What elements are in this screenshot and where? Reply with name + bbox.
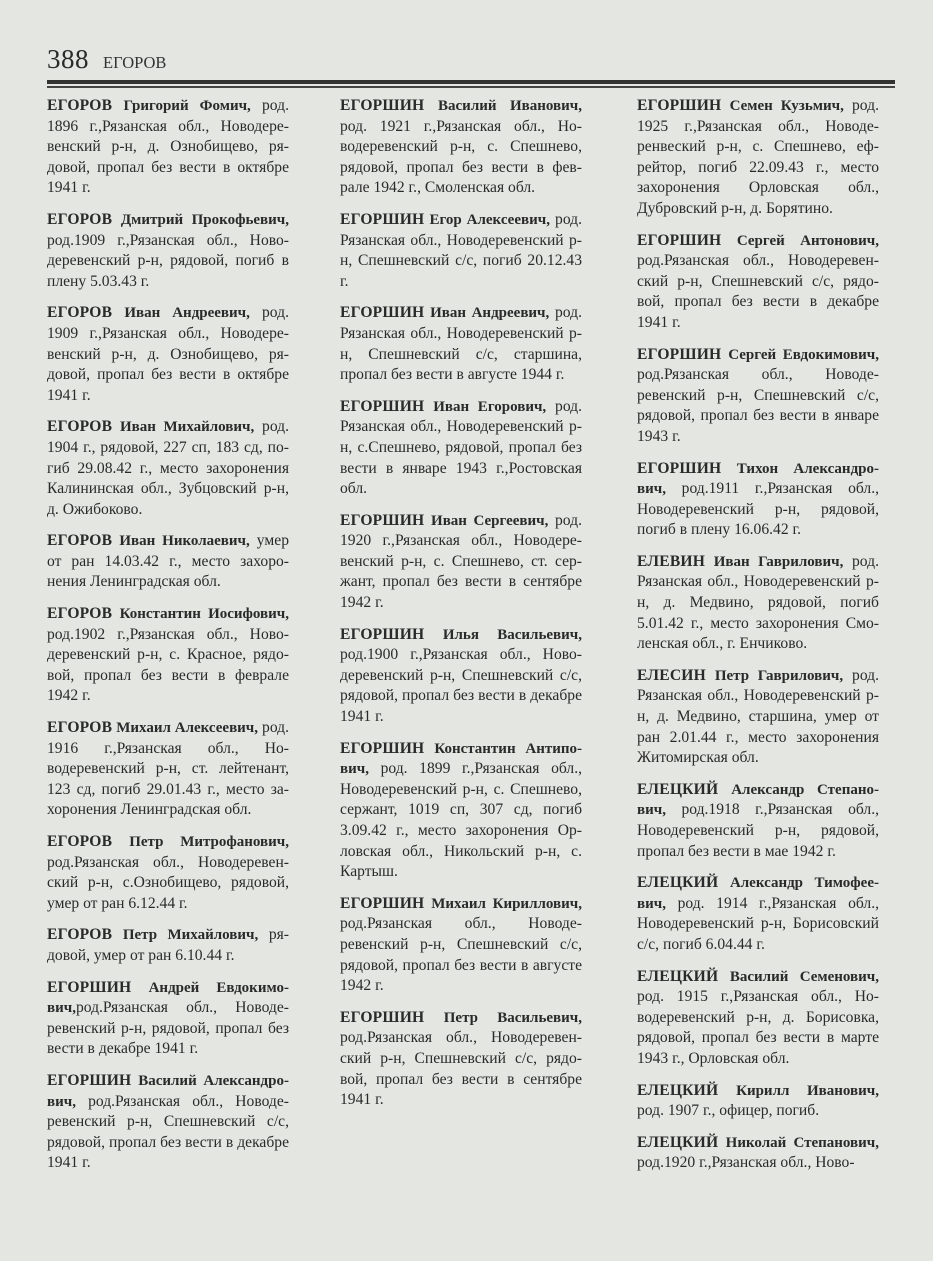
biography-entry bbox=[47, 925, 289, 966]
entry-surname: ЕГОРШИН bbox=[340, 894, 425, 912]
entry-given-name: Кирилл Иванович, bbox=[736, 1082, 879, 1099]
entry-surname: ЕГОРШИН bbox=[340, 97, 425, 114]
entry-surname: ЕГОРШИН bbox=[47, 978, 132, 996]
entry-text: род. 1925 г.,Рязанская обл., Новодеренвеский р-н, с. Спешнево, ефрейтор, погиб 22.09.43 г., место захоронения Орловская обл., Дубровский р-н, д. Борятино. bbox=[637, 97, 879, 217]
entry-text: род.1902 г.,Рязанская обл., Новодеревенский р-н, с. Красное, рядовой, пропал без вести в феврале 1942 г. bbox=[47, 625, 289, 705]
entry-given-name: Петр Васильевич, bbox=[443, 1009, 582, 1026]
entry-surname: ЕГОРШИН bbox=[340, 304, 425, 322]
entry-surname: ЕГОРШИН bbox=[637, 459, 722, 477]
entry-text: род.Рязанская обл., Новодеревенский р-н, Спешневский с/с, рядовой, пропал без вести в декабре 1941 г. bbox=[47, 1092, 289, 1172]
entry-given-name: Иван Андреевич, bbox=[124, 305, 250, 322]
entry-surname: ЕЛЕЦКИЙ bbox=[637, 1133, 719, 1151]
biography-entry bbox=[340, 625, 582, 728]
entry-given-name: Петр Гаврилович, bbox=[714, 667, 844, 684]
entry-surname: ЕГОРШИН bbox=[340, 739, 425, 757]
entry-given-name: Иван Николаевич, bbox=[119, 533, 250, 550]
entry-text: род. 1920 г.,Рязанская обл., Новодеревенский р-н, с. Спешнево, ст. сержант, пропал без вести в сентябре 1942 г. bbox=[340, 511, 582, 612]
entry-given-name: Тихон Александрович, bbox=[637, 460, 879, 498]
biography-entry bbox=[637, 552, 879, 655]
entry-text: род. 1916 г.,Рязанская обл., Новодеревенский р-н, ст. лейтенант, 123 сд, погиб 29.01.43 г., место захоронения Ленинградская обл. bbox=[47, 719, 289, 819]
entry-given-name: Иван Гаврилович, bbox=[713, 553, 844, 570]
biography-entry bbox=[637, 96, 879, 220]
biography-entry bbox=[47, 417, 289, 520]
entry-given-name: Иван Михайлович, bbox=[120, 419, 255, 436]
entry-text: род. 1915 г.,Рязанская обл., Новодеревенский р-н, д. Борисовка, рядовой, пропал без вести в марте 1943 г., Орловская обл. bbox=[637, 988, 879, 1067]
entry-surname: ЕГОРОВ bbox=[47, 532, 113, 550]
entry-surname: ЕГОРОВ bbox=[47, 926, 113, 944]
entry-surname: ЕЛЕВИН bbox=[637, 552, 706, 570]
entry-given-name: Семен Кузьмич, bbox=[729, 98, 844, 114]
header-rule-thin bbox=[47, 86, 895, 88]
entry-given-name: Александр Тимофеевич, bbox=[637, 875, 879, 912]
page-header bbox=[47, 44, 166, 75]
entry-surname: ЕГОРШИН bbox=[637, 97, 722, 114]
biography-entry bbox=[47, 718, 289, 821]
entry-given-name: Иван Андреевич, bbox=[430, 305, 550, 322]
entry-text: род. Рязанская обл., Новодеревенский р-н, д. Медвино, старшина, умер от ран 2.01.44 г., место захоронения Житомирская обл. bbox=[637, 666, 879, 767]
biography-entry bbox=[47, 978, 289, 1060]
biography-entry bbox=[47, 210, 289, 292]
entry-text: род.1909 г.,Рязанская обл., Новодеревенский р-н, рядовой, погиб в плену 5.03.43 г. bbox=[47, 231, 289, 290]
entry-surname: ЕЛЕЦКИЙ bbox=[637, 780, 719, 798]
entry-surname: ЕГОРОВ bbox=[47, 210, 113, 228]
entry-text: род.1920 г.,Рязанская обл., Ново- bbox=[637, 1154, 855, 1172]
biography-entry bbox=[637, 873, 879, 955]
entry-text: род.1911 г.,Рязанская обл., Новодеревенский р-н, рядовой, погиб в плену 16.06.42 г. bbox=[637, 480, 879, 539]
entry-text: род.Рязанская обл., Новодеревенский р-н, Спешневский с/с, рядовой, пропал без вести в сентябре 1941 г. bbox=[340, 1029, 582, 1109]
entry-given-name: Дмитрий Прокофьевич, bbox=[120, 211, 289, 228]
entry-text: род. 1914 г.,Рязанская обл., Новодеревенский р-н, Борисовский с/с, погиб 6.04.44 г. bbox=[637, 894, 879, 953]
entry-text: род.Рязанская обл., Новодеревенский р-н, с.Ознобищево, рядовой, умер от ран 6.12.44 г. bbox=[47, 853, 289, 912]
entry-given-name: Илья Васильевич, bbox=[442, 626, 582, 643]
biography-entry bbox=[637, 231, 879, 334]
entry-given-name: Андрей Евдокимович, bbox=[47, 979, 289, 1017]
entry-text: род. 1907 г., офицер, погиб. bbox=[637, 1102, 820, 1120]
entry-surname: ЕЛЕСИН bbox=[637, 666, 706, 684]
entry-surname: ЕГОРОВ bbox=[47, 97, 113, 114]
entry-text: род.1900 г.,Рязанская обл., Новодеревенский р-н, Спешневский с/с, рядовой, пропал без вести в декабре 1941 г. bbox=[340, 646, 582, 726]
entry-surname: ЕГОРШИН bbox=[340, 511, 425, 529]
entry-surname: ЕГОРШИН bbox=[340, 397, 425, 415]
biography-entry bbox=[340, 210, 582, 292]
biography-entry bbox=[637, 780, 879, 862]
entry-given-name: Григорий Фомич, bbox=[123, 98, 251, 114]
entry-text: род. Рязанская обл., Новодеревенский р-н, Спешневский с/с, старшина, пропал без вести в августе 1944 г. bbox=[340, 304, 582, 384]
entry-given-name: Иван Егорович, bbox=[433, 398, 547, 415]
entry-given-name: Иван Сергеевич, bbox=[431, 512, 549, 529]
entry-text: род. 1921 г.,Рязанская обл., Новодеревенский р-н, с. Спешнево, рядовой, пропал без вести в феврале 1942 г., Смоленская обл. bbox=[340, 117, 582, 197]
entry-surname: ЕГОРОВ bbox=[47, 304, 113, 322]
biography-entry bbox=[637, 666, 879, 769]
entry-given-name: Константин Иосифович, bbox=[119, 606, 289, 623]
entry-text: род. 1909 г.,Рязанская обл., Новодеревенский р-н, д. Ознобищево, рядовой, пропал без вести в октябре 1941 г. bbox=[47, 304, 289, 404]
entry-text: род.Рязанская обл., Новодеревенский р-н, Спешневский с/с, рядовой, пропал без вести в декабре 1941 г. bbox=[637, 252, 879, 331]
entry-text: род. 1904 г., рядовой, 227 сп, 183 сд, погиб 29.08.42 г., место захоронения Калининская обл., Зубцовский р-н, д. Ожибоково. bbox=[47, 418, 289, 518]
entry-given-name: Василий Семенович, bbox=[729, 968, 879, 985]
biography-entry bbox=[340, 397, 582, 500]
column-1 bbox=[47, 96, 289, 1185]
entry-text: род. Рязанская обл., Новодеревенский р-н, д. Медвино, рядовой, погиб 5.01.42 г., место захоронения Смоленская обл., г. Енчиково. bbox=[637, 552, 879, 653]
biography-entry bbox=[47, 1071, 289, 1174]
entry-given-name: Сергей Евдокимович, bbox=[728, 346, 879, 363]
entry-given-name: Петр Михайлович, bbox=[122, 927, 259, 944]
entry-given-name: Егор Алексеевич, bbox=[429, 211, 550, 228]
column-3 bbox=[637, 96, 879, 1185]
entry-text: род.Рязанская обл., Новодеревенский р-н, Спешневский с/с, рядовой, пропал без вести в январе 1943 г. bbox=[637, 366, 879, 445]
column-2 bbox=[340, 96, 582, 1122]
entry-surname: ЕГОРШИН bbox=[340, 625, 425, 643]
entry-text: род.Рязанская обл., Новодеревенский р-н, рядовой, пропал без вести в декабре 1941 г. bbox=[47, 999, 289, 1058]
running-head: ЕГОРОВ bbox=[103, 53, 167, 72]
entry-given-name: Василий Иванович, bbox=[438, 98, 582, 114]
biography-entry bbox=[637, 1081, 879, 1122]
biography-entry bbox=[340, 894, 582, 997]
biography-entry bbox=[340, 96, 582, 199]
biography-entry bbox=[637, 1133, 879, 1174]
biography-entry bbox=[340, 739, 582, 883]
biography-entry bbox=[637, 459, 879, 541]
entry-text: род. Рязанская обл., Новодеревенский р-н, Спешневский с/с, погиб 20.12.43 г. bbox=[340, 210, 582, 290]
biography-entry bbox=[340, 1008, 582, 1111]
entry-surname: ЕЛЕЦКИЙ bbox=[637, 1081, 719, 1099]
entry-surname: ЕГОРОВ bbox=[47, 719, 113, 737]
entry-given-name: Петр Митрофанович, bbox=[129, 834, 289, 850]
biography-entry bbox=[637, 345, 879, 448]
entry-text: род. 1899 г.,Рязанская обл., Новодеревенский р-н, с. Спешнево, сержант, 1019 сп, 307 сд, погиб 3.09.42 г., место захоронения Орловская обл., Никольский р-н, с. Картыш. bbox=[340, 760, 582, 881]
entry-given-name: Александр Степанович, bbox=[637, 781, 879, 819]
entry-text: род.1918 г.,Рязанская обл., Новодеревенский р-н, рядовой, пропал без вести в мае 1942 г. bbox=[637, 801, 879, 860]
entry-surname: ЕГОРОВ bbox=[47, 833, 113, 850]
header-rule-thick bbox=[47, 80, 895, 84]
entry-text: рядовой, умер от ран 6.10.44 г. bbox=[47, 926, 289, 964]
entry-text: род. Рязанская обл., Новодеревенский р-н, с.Спешнево, рядовой, пропал без вести в январе 1943 г.,Ростовская обл. bbox=[340, 397, 582, 498]
page-number: 388 bbox=[47, 44, 89, 74]
entry-surname: ЕГОРШИН bbox=[340, 1008, 425, 1026]
biography-entry bbox=[47, 832, 289, 914]
entry-given-name: Михаил Алексеевич, bbox=[116, 720, 259, 737]
biography-entry bbox=[637, 967, 879, 1070]
biography-entry bbox=[47, 604, 289, 707]
entry-text: род. 1896 г.,Рязанская обл., Новодеревенский р-н, д. Ознобищево, рядовой, пропал без вести в октябре 1941 г. bbox=[47, 97, 289, 197]
biography-entry bbox=[340, 303, 582, 385]
entry-text: род.Рязанская обл., Новодеревенский р-н, Спешневский с/с, рядовой, пропал без вести в августе 1942 г. bbox=[340, 915, 582, 995]
entry-surname: ЕГОРШИН bbox=[47, 1071, 132, 1089]
entry-surname: ЕГОРОВ bbox=[47, 418, 113, 436]
entry-surname: ЕГОРОВ bbox=[47, 605, 113, 623]
entry-text: умер от ран 14.03.42 г., место захоронения Ленинградская обл. bbox=[47, 532, 289, 591]
entry-given-name: Сергей Антонович, bbox=[736, 232, 879, 249]
entry-given-name: Николай Степанович, bbox=[725, 1134, 879, 1151]
entry-given-name: Константин Антипович, bbox=[340, 740, 582, 778]
entry-surname: ЕГОРШИН bbox=[637, 231, 722, 249]
entry-given-name: Михаил Кириллович, bbox=[431, 895, 582, 912]
biography-entry bbox=[47, 531, 289, 593]
biography-entry bbox=[47, 303, 289, 406]
biography-entry bbox=[47, 96, 289, 199]
entry-surname: ЕГОРШИН bbox=[340, 210, 425, 228]
entry-surname: ЕЛЕЦКИЙ bbox=[637, 967, 719, 985]
entry-surname: ЕЛЕЦКИЙ bbox=[637, 874, 719, 892]
entry-given-name: Василий Александрович, bbox=[47, 1072, 289, 1110]
entry-surname: ЕГОРШИН bbox=[637, 345, 722, 363]
biography-entry bbox=[340, 511, 582, 614]
